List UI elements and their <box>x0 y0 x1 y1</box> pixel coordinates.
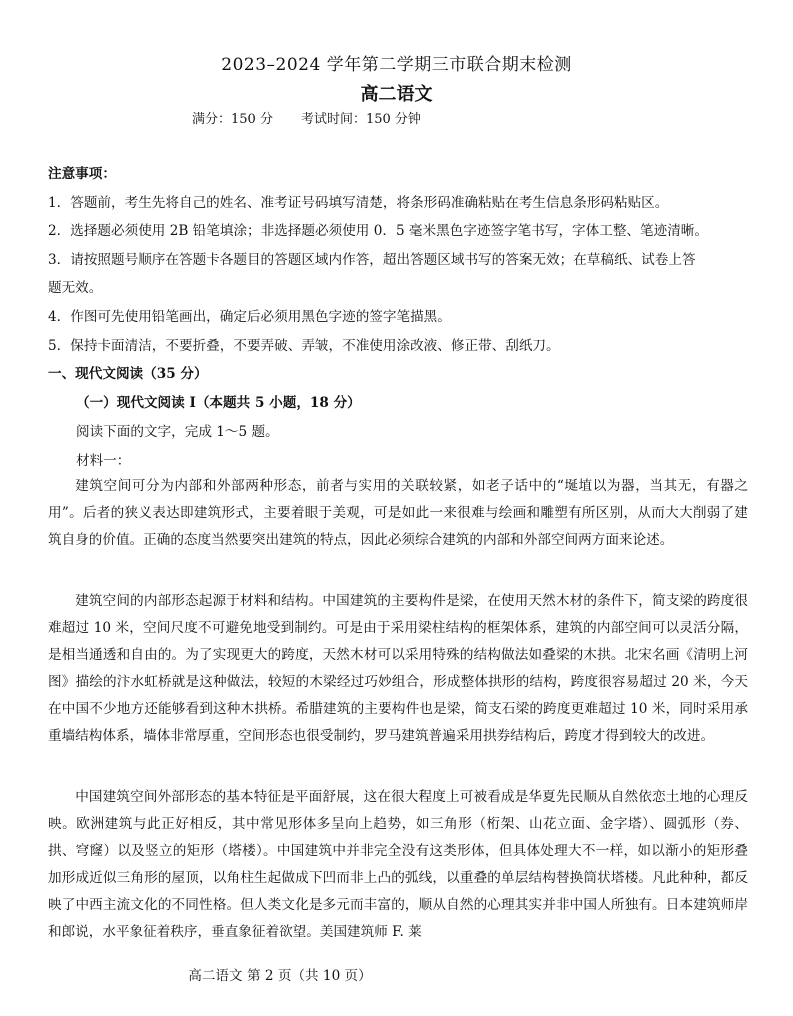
page-footer: 高二语文 第 2 页（共 10 页） <box>188 968 372 984</box>
reading-instruction: 阅读下面的文字，完成 1～5 题。 <box>76 424 279 440</box>
subject-title: 高二语文 <box>360 84 433 105</box>
exam-meta <box>192 108 421 127</box>
subsection-heading: （一）现代文阅读 I（本题共 5 小题，18 分） <box>76 395 361 411</box>
section-heading: 一、现代文阅读（35 分） <box>48 366 208 382</box>
paragraph: 建筑空间的内部形态起源于材料和结构。中国建筑的主要构件是梁，在使用天然木材的条件下，简支梁的跨度很难超过 10 米，空间尺度不可避免地受到制约。可是由于采用梁柱结构的框架体系，建筑的内部空间可以灵活分隔，是相当通透和自由的。为了实现更大的跨度，天然木材可以采用特殊的结构做法如叠梁的木拱。北宋名画《清明上河图》描绘的汴水虹桥就是这种做法，较短的木梁经过巧妙组合，形成整体拱形的结构，跨度很容易超过 20 米，今天在中国不少地方还能够看到这种木拱桥。希腊建筑的主要构件也是梁，简支石梁的跨度更难超过 10 米，同时采用承重墙结构体系，墙体非常厚重，空间形态也很受制约，罗马建筑普遍采用拱券结构后，跨度才得到较大的改进。 <box>48 593 748 744</box>
notice-item: 3．请按照题号顺序在答题卡各题目的答题区域内作答，超出答题区域书写的答案无效；在草稿纸、试卷上答 <box>48 252 696 268</box>
notice-item: 1．答题前，考生先将自己的姓名、准考证号码填写清楚，将条形码准确粘贴在考生信息条形码粘贴区。 <box>48 195 669 211</box>
notice-item: 5．保持卡面清洁，不要折叠，不要弄破、弄皱，不准使用涂改液、修正带、刮纸刀。 <box>48 338 560 354</box>
notice-item: 4．作图可先使用铅笔画出，确定后必须用黑色字迹的签字笔描黑。 <box>48 309 451 325</box>
notice-item: 题无效。 <box>48 280 103 296</box>
exam-title: 2023–2024 学年第二学期三市联合期末检测 <box>221 55 572 75</box>
paragraph: 中国建筑空间外部形态的基本特征是平面舒展，这在很大程度上可被看成是华夏先民顺从自然依恋土地的心理反映。欧洲建筑与此正好相反，其中常见形体多呈向上趋势，如三角形（桁架、山花立面、金字塔）、圆弧形（券、拱、穹窿）以及竖立的矩形（塔楼）。中国建筑中并非完全没有这类形体，但具体处理大不一样，如以渐小的矩形叠加形成近似三角形的屋顶，以角柱生起做成下凹而非上凸的弧线，以重叠的单层结构替换筒状塔楼。凡此种种，都反映了中西主流文化的不同性格。但人类文化是多元而丰富的，顺从自然的心理其实并非中国人所独有。日本建筑师岸和郎说，水平象征着秩序，垂直象征着欲望。美国建筑师 F. 莱 <box>48 789 748 940</box>
notice-heading: 注意事项： <box>48 166 116 182</box>
exam-time: 考试时间：150 分钟 <box>300 112 421 127</box>
notice-item: 2．选择题必须使用 2B 铅笔填涂；非选择题必须使用 0．5 毫米黑色字迹签字笔书写，字体工整、笔迹清晰。 <box>48 223 708 239</box>
paragraph: 建筑空间可分为内部和外部两种形态，前者与实用的关联较紧，如老子话中的“埏埴以为器，当其无，有器之用”。后者的狭义表达即建筑形式，主要着眼于美观，可是如此一来很难与绘画和雕塑有所区别，从而大大削弱了建筑自身的价值。正确的态度当然要突出建筑的特点，因此必须综合建筑的内部和外部空间两方面来论述。 <box>48 478 748 548</box>
full-score: 满分：150 分 <box>192 112 273 127</box>
material-label: 材料一： <box>76 453 131 469</box>
